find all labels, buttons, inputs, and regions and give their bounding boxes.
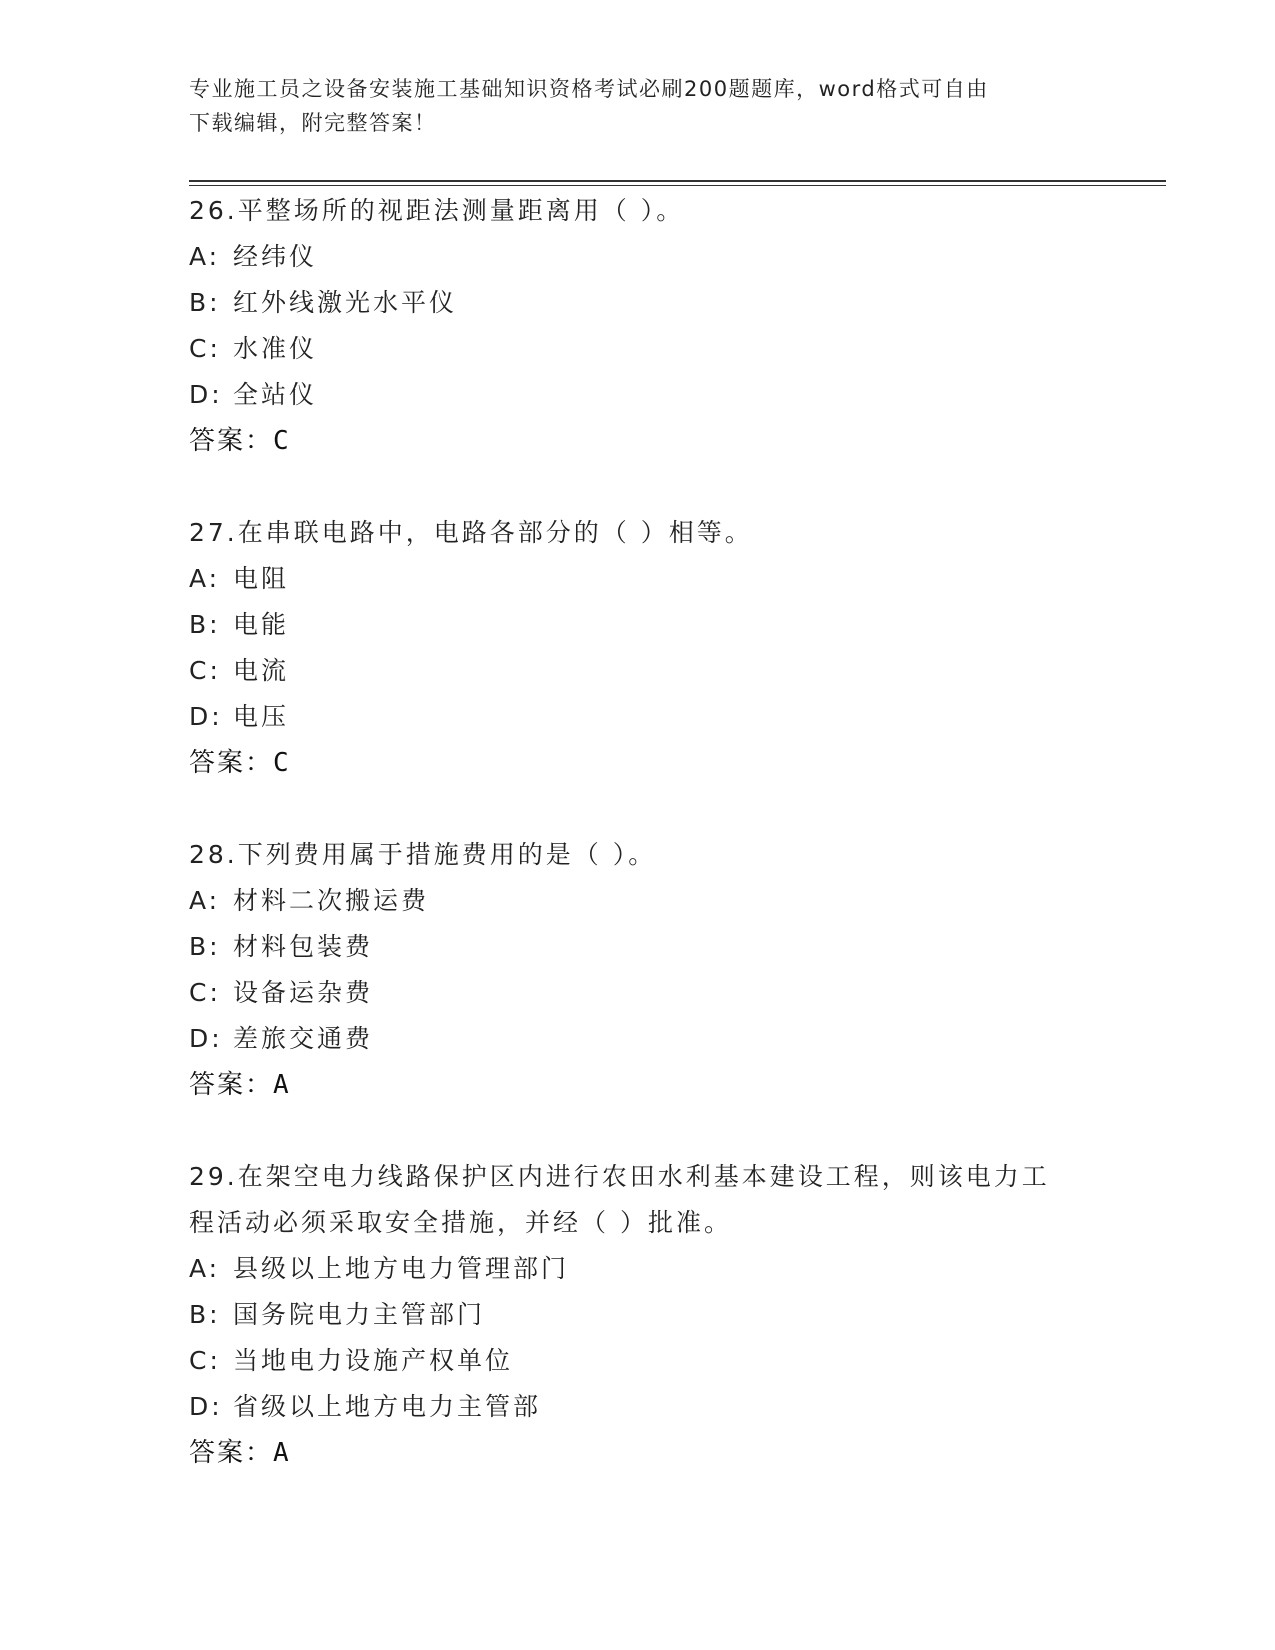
answer-line: [189, 740, 1149, 786]
option-key: D:: [189, 1024, 223, 1053]
answer-label: 答案：: [189, 1438, 274, 1468]
option-text: 电能: [233, 610, 290, 639]
answer-value: A: [273, 1070, 291, 1100]
option-text: 电压: [233, 702, 290, 731]
header-line-1: 专业施工员之设备安装施工基础知识资格考试必刷200题题库，word格式可自由: [189, 77, 989, 101]
question-stem: 26.平整场所的视距法测量距离用（ ）。: [189, 196, 685, 225]
option-text: 全站仪: [233, 380, 318, 409]
answer-line: [189, 1430, 1149, 1476]
question-stem: 27.在串联电路中，电路各部分的（ ）相等。: [189, 518, 753, 547]
option-text: 电阻: [233, 564, 290, 593]
option-key: A:: [189, 1254, 221, 1283]
answer-option: [189, 1016, 1149, 1062]
answer-value: C: [273, 748, 291, 778]
option-key: C:: [189, 1346, 221, 1375]
option-key: B:: [189, 610, 221, 639]
answer-option: [189, 556, 1149, 602]
question-block: [189, 1154, 1149, 1476]
answer-option: [189, 372, 1149, 418]
answer-option: [189, 602, 1149, 648]
option-text: 经纬仪: [233, 242, 318, 271]
option-key: D:: [189, 380, 223, 409]
answer-option: [189, 878, 1149, 924]
option-text: 当地电力设施产权单位: [233, 1346, 514, 1375]
option-text: 水准仪: [233, 334, 318, 363]
answer-option: [189, 648, 1149, 694]
answer-option: [189, 924, 1149, 970]
document-header: [189, 72, 1089, 140]
question-stem: 程活动必须采取安全措施，并经（ ）批准。: [189, 1208, 732, 1237]
option-text: 省级以上地方电力主管部: [233, 1392, 542, 1421]
question-block: [189, 510, 1149, 786]
option-key: A:: [189, 242, 221, 271]
header-divider-thin: [189, 185, 1166, 186]
option-key: D:: [189, 702, 223, 731]
answer-line: [189, 1062, 1149, 1108]
answer-label: 答案：: [189, 1070, 274, 1100]
answer-option: [189, 1292, 1149, 1338]
answer-label: 答案：: [189, 426, 274, 456]
answer-option: [189, 970, 1149, 1016]
option-key: A:: [189, 564, 221, 593]
option-key: D:: [189, 1392, 223, 1421]
answer-option: [189, 1384, 1149, 1430]
option-text: 红外线激光水平仪: [233, 288, 458, 317]
option-text: 材料二次搬运费: [233, 886, 430, 915]
answer-line: [189, 418, 1149, 464]
option-text: 国务院电力主管部门: [233, 1300, 486, 1329]
option-text: 差旅交通费: [233, 1024, 374, 1053]
answer-option: [189, 694, 1149, 740]
option-key: C:: [189, 334, 221, 363]
option-key: C:: [189, 978, 221, 1007]
question-block: [189, 832, 1149, 1108]
question-list: [189, 188, 1149, 1522]
header-line-2: 下载编辑，附完整答案！: [189, 111, 437, 135]
answer-value: C: [273, 426, 291, 456]
question-stem: 29.在架空电力线路保护区内进行农田水利基本建设工程，则该电力工: [189, 1162, 1050, 1191]
answer-value: A: [273, 1438, 291, 1468]
answer-option: [189, 234, 1149, 280]
option-text: 设备运杂费: [233, 978, 374, 1007]
option-key: B:: [189, 288, 221, 317]
answer-option: [189, 1246, 1149, 1292]
answer-option: [189, 1338, 1149, 1384]
question-block: [189, 188, 1149, 464]
answer-option: [189, 280, 1149, 326]
option-key: B:: [189, 932, 221, 961]
header-divider-thick: [189, 180, 1166, 182]
option-key: B:: [189, 1300, 221, 1329]
answer-option: [189, 326, 1149, 372]
answer-label: 答案：: [189, 748, 274, 778]
option-text: 电流: [233, 656, 290, 685]
option-text: 材料包装费: [233, 932, 374, 961]
option-key: A:: [189, 886, 221, 915]
question-stem: 28.下列费用属于措施费用的是（ ）。: [189, 840, 657, 869]
option-key: C:: [189, 656, 221, 685]
option-text: 县级以上地方电力管理部门: [233, 1254, 570, 1283]
